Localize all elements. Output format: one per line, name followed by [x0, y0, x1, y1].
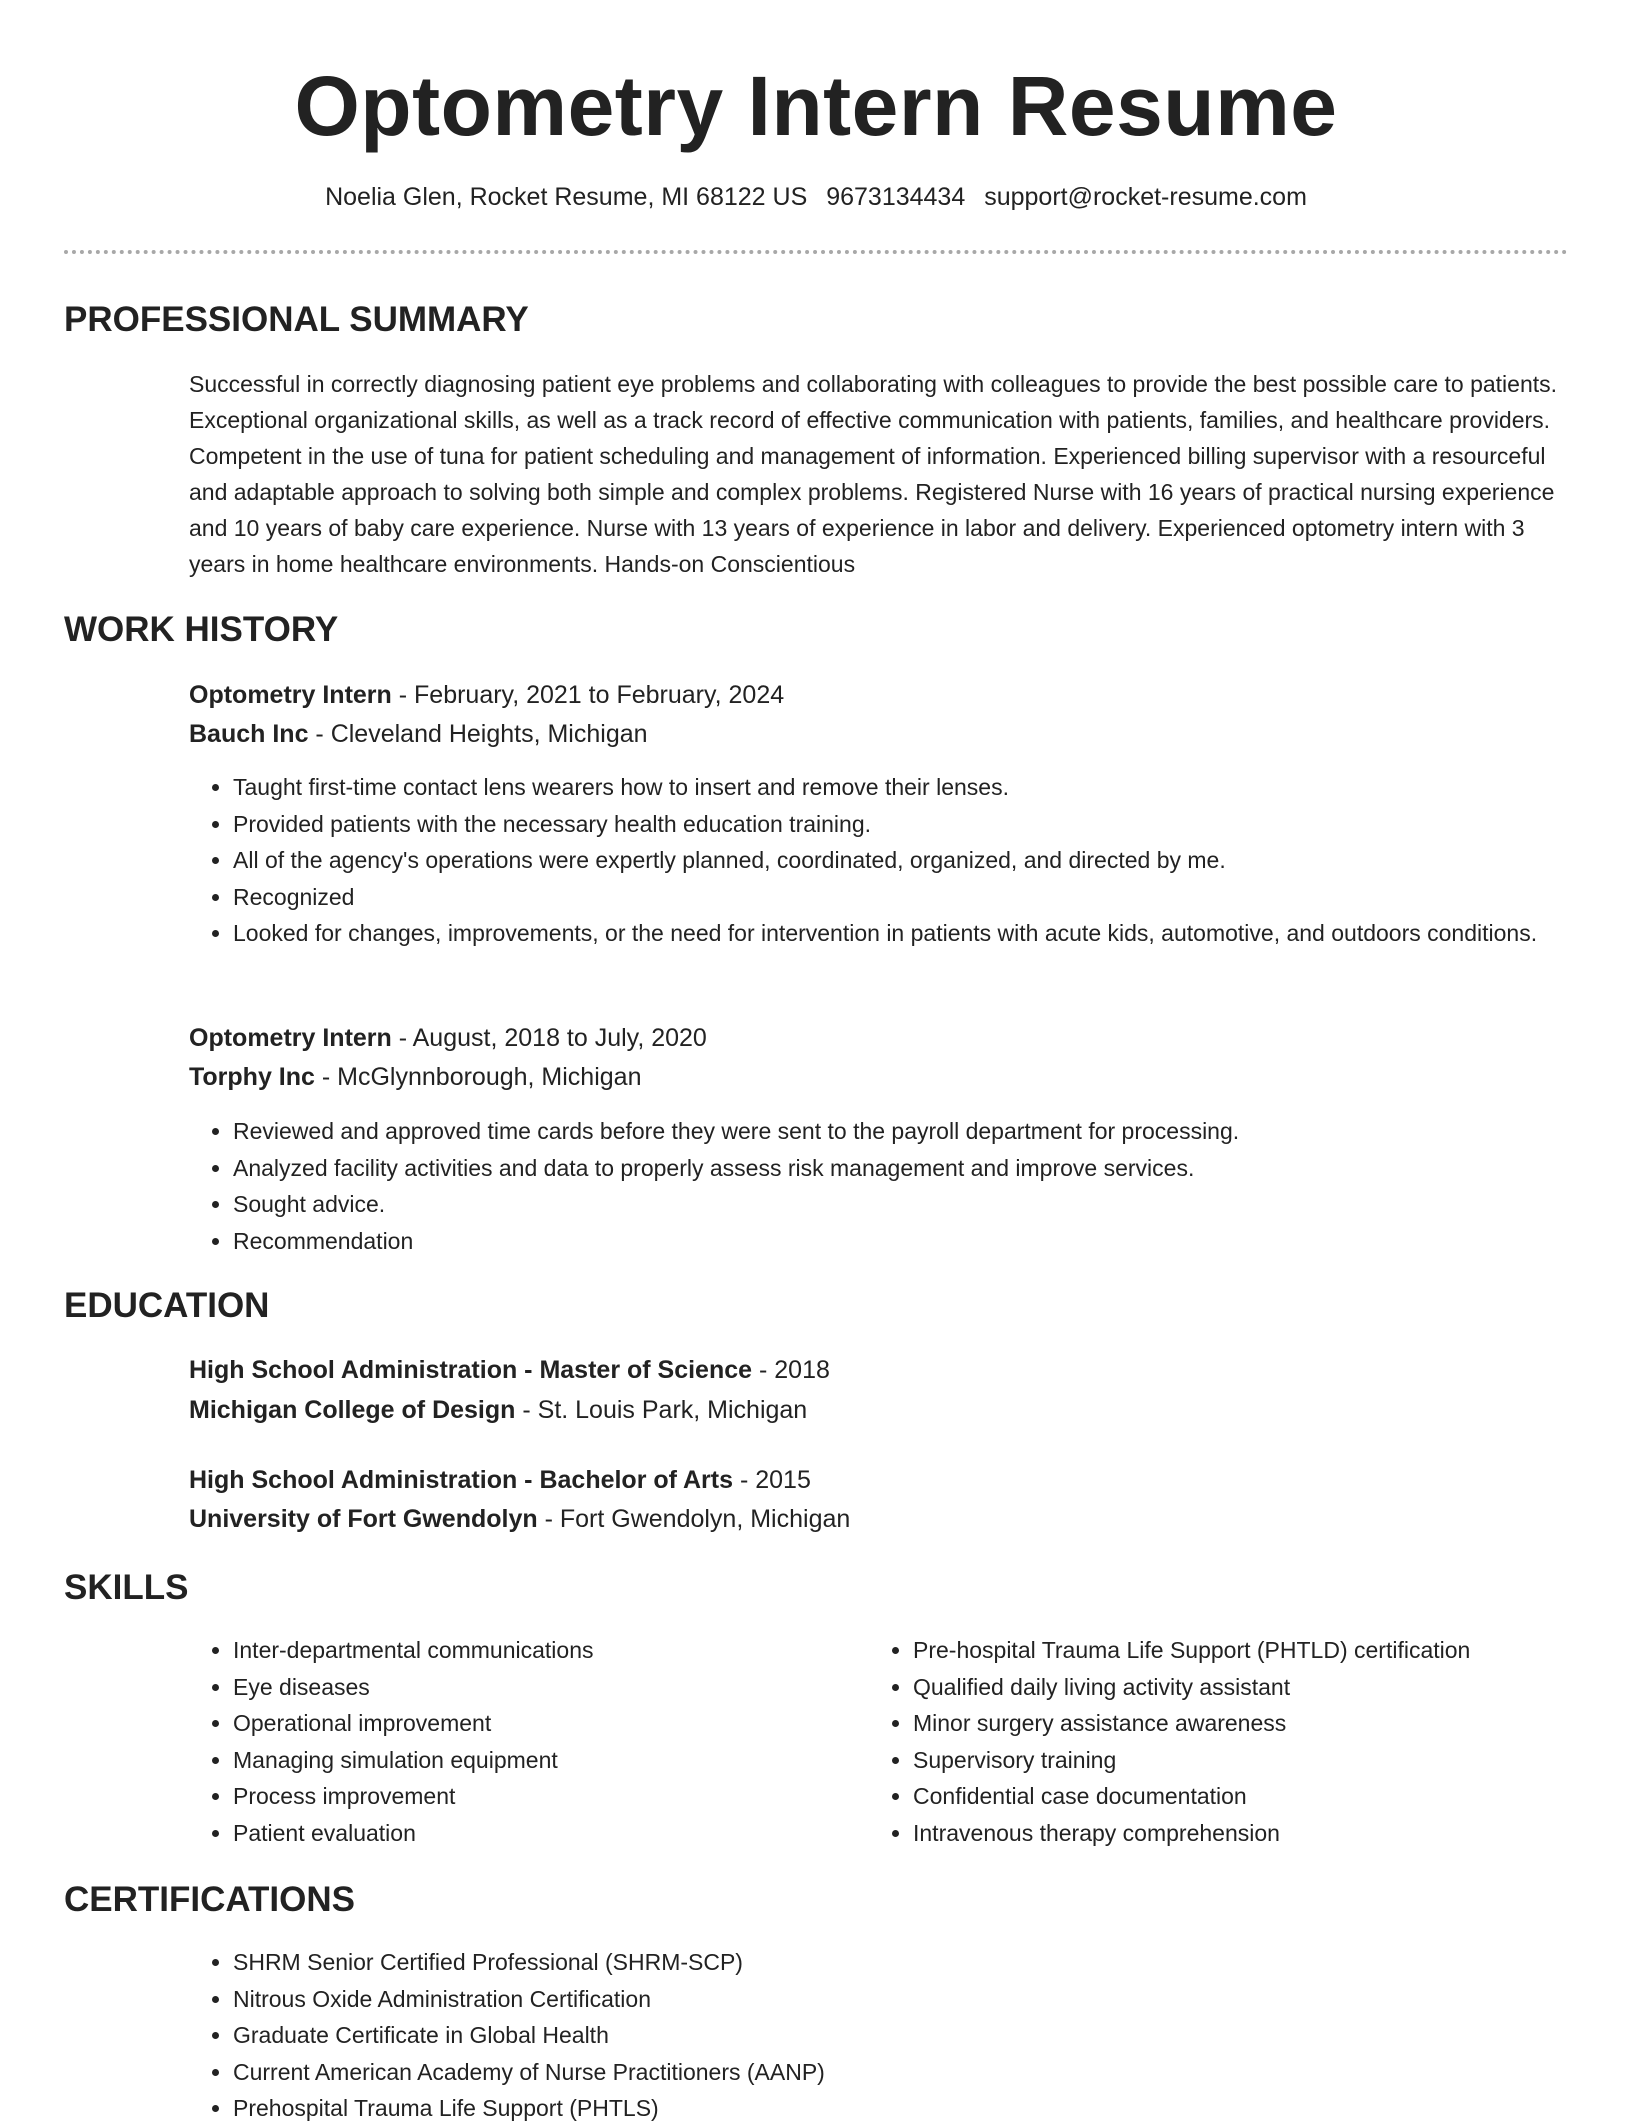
- job-bullet: • Recognized: [233, 879, 1568, 916]
- job-location: - Cleveland Heights, Michigan: [308, 720, 648, 748]
- education-school: Michigan College of Design: [189, 1396, 516, 1424]
- skill-item: • Qualified daily living activity assistant: [913, 1669, 1568, 1706]
- contact-address: Noelia Glen, Rocket Resume, MI 68122 US: [325, 183, 808, 211]
- resume-title: Optometry Intern Resume: [294, 59, 1338, 153]
- skills-grid: [189, 1632, 1568, 1851]
- job-title: Optometry Intern: [189, 1024, 392, 1052]
- job-bullet: • Reviewed and approved time cards before they were sent to the payroll department for processing.: [233, 1113, 1568, 1150]
- education-degree-line: [189, 1354, 830, 1386]
- certification-item: • Prehospital Trauma Life Support (PHTLS): [233, 2090, 1568, 2127]
- skill-item: • Inter-departmental communications: [233, 1632, 869, 1669]
- education-school-line: [189, 1503, 850, 1535]
- education-year: - 2015: [733, 1466, 811, 1494]
- job-bullet: • Looked for changes, improvements, or the need for intervention in patients with acute kids, automotive, and outdoors conditions.: [233, 915, 1568, 952]
- skill-item: • Pre-hospital Trauma Life Support (PHTLD) certification: [913, 1632, 1568, 1669]
- contact-phone: 9673134434: [826, 183, 966, 211]
- education-year: - 2018: [752, 1356, 830, 1384]
- job-company-line: [189, 1061, 641, 1093]
- education-location: - St. Louis Park, Michigan: [515, 1396, 808, 1424]
- skill-item: • Process improvement: [233, 1778, 869, 1815]
- job-dates: - February, 2021 to February, 2024: [391, 681, 785, 709]
- certification-item: • SHRM Senior Certified Professional (SHRM-SCP): [233, 1944, 1568, 1981]
- skill-item: • Intravenous therapy comprehension: [913, 1815, 1568, 1852]
- job-title-line: [189, 679, 784, 711]
- education-location: - Fort Gwendolyn, Michigan: [537, 1505, 851, 1533]
- job-bullets: [189, 1113, 1568, 1259]
- skill-item: • Patient evaluation: [233, 1815, 869, 1852]
- certification-item: • Current American Academy of Nurse Practitioners (AANP): [233, 2054, 1568, 2091]
- job-bullet: • Taught first-time contact lens wearers how to insert and remove their lenses.: [233, 769, 1568, 806]
- job-title: Optometry Intern: [189, 681, 392, 709]
- certifications-list: [189, 1944, 1568, 2127]
- job-title-line: [189, 1022, 707, 1054]
- education-heading: EDUCATION: [64, 1286, 270, 1325]
- education-degree-line: [189, 1464, 811, 1496]
- job-company: Torphy Inc: [189, 1063, 315, 1091]
- job-bullet: • Provided patients with the necessary health education training.: [233, 806, 1568, 843]
- education-school-line: [189, 1394, 807, 1426]
- skills-list-left: [189, 1632, 869, 1851]
- skills-list-right: [869, 1632, 1568, 1851]
- skill-item: • Supervisory training: [913, 1742, 1568, 1779]
- job-bullet: • All of the agency's operations were expertly planned, coordinated, organized, and directed by me.: [233, 842, 1568, 879]
- skills-heading: SKILLS: [64, 1568, 189, 1607]
- summary-text: Successful in correctly diagnosing patient eye problems and collaborating with colleagues to provide the best possible care to patients. Exceptional organizational skills, as well as a track record of effective communication with patients, families, and healthcare providers. Competent in the use of tuna for patient scheduling and management of information. Experienced billing supervisor with a resourceful and adaptable approach to solving both simple and complex problems. Registered Nurse with 16 years of practical nursing experience and 10 years of baby care experience. Nurse with 13 years of experience in labor and delivery. Experienced optometry intern with 3 years in home healthcare environments. Hands-on Conscientious: [189, 371, 1558, 577]
- education-school: University of Fort Gwendolyn: [189, 1505, 538, 1533]
- job-location: - McGlynnborough, Michigan: [314, 1063, 642, 1091]
- skill-item: • Confidential case documentation: [913, 1778, 1568, 1815]
- header-divider: [64, 250, 1568, 254]
- job-company-line: [189, 718, 648, 750]
- education-degree: High School Administration - Master of Science: [189, 1356, 753, 1384]
- job-bullet: • Analyzed facility activities and data to properly assess risk management and improve services.: [233, 1150, 1568, 1187]
- contact-line: [0, 181, 1632, 213]
- skill-item: • Managing simulation equipment: [233, 1742, 869, 1779]
- job-dates: - August, 2018 to July, 2020: [391, 1024, 707, 1052]
- work-history-heading: WORK HISTORY: [64, 610, 339, 649]
- skill-item: • Operational improvement: [233, 1705, 869, 1742]
- skill-item: • Eye diseases: [233, 1669, 869, 1706]
- skill-item: • Minor surgery assistance awareness: [913, 1705, 1568, 1742]
- education-degree: High School Administration - Bachelor of Arts: [189, 1466, 734, 1494]
- job-bullets: [189, 769, 1568, 952]
- summary-heading: PROFESSIONAL SUMMARY: [64, 300, 529, 339]
- certifications-heading: CERTIFICATIONS: [64, 1880, 356, 1919]
- job-company: Bauch Inc: [189, 720, 309, 748]
- job-bullet: • Sought advice.: [233, 1186, 1568, 1223]
- certification-item: • Nitrous Oxide Administration Certification: [233, 1981, 1568, 2018]
- certification-item: • Graduate Certificate in Global Health: [233, 2017, 1568, 2054]
- job-bullet: • Recommendation: [233, 1223, 1568, 1260]
- contact-email: support@rocket-resume.com: [984, 183, 1307, 211]
